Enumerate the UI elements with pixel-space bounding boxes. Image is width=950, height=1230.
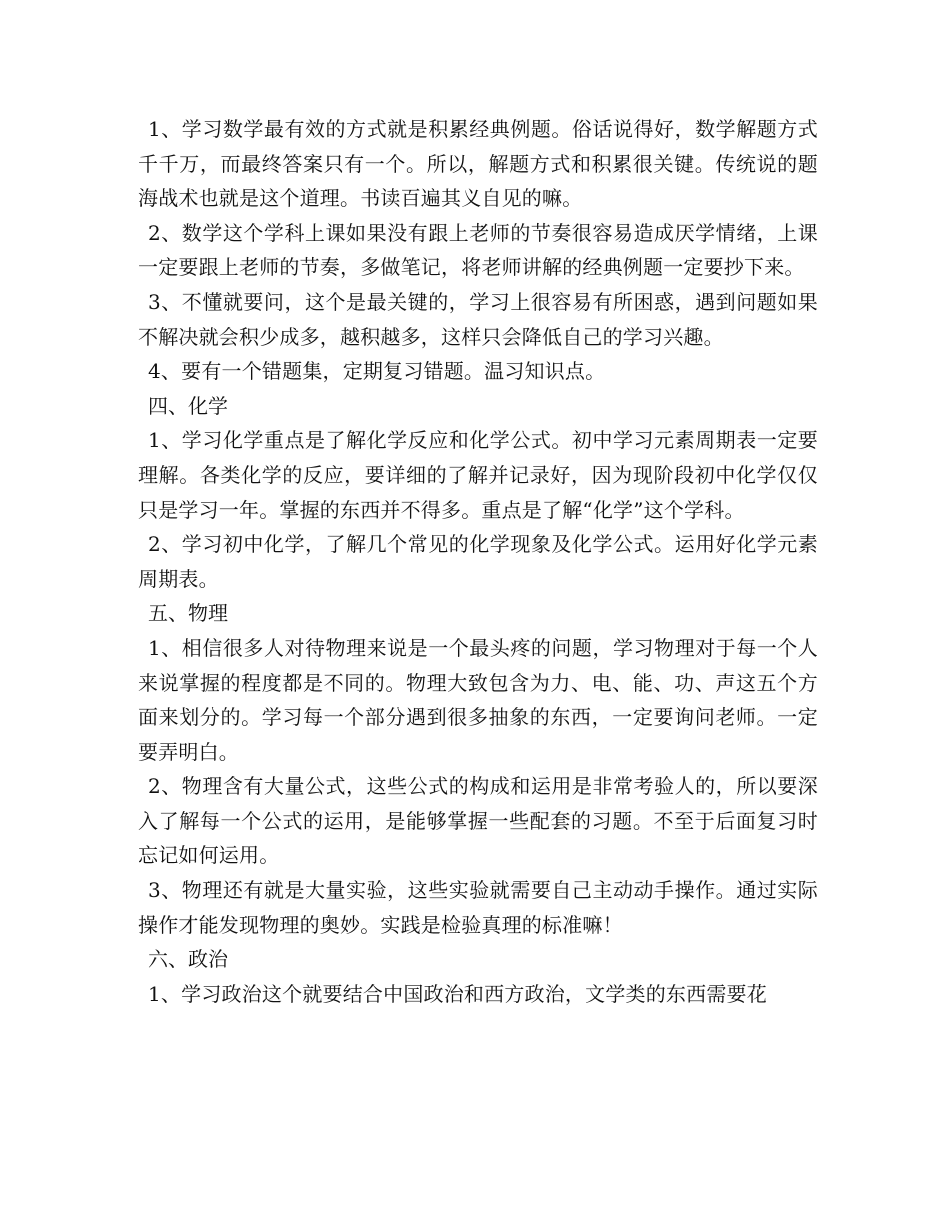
paragraph-physics-3: 3、物理还有就是大量实验，这些实验就需要自己主动动手操作。通过实际操作才能发现物理的奥妙。实践是检验真理的标准嘛！ xyxy=(138,878,818,937)
section-heading-politics: 六、政治 xyxy=(148,947,228,972)
section-heading-chemistry: 四、化学 xyxy=(148,393,228,418)
paragraph-math-4: 4、要有一个错题集，定期复习错题。温习知识点。 xyxy=(148,359,606,384)
document-body xyxy=(138,112,818,1011)
section-heading-physics: 五、物理 xyxy=(148,601,228,626)
paragraph-physics-2: 2、物理含有大量公式，这些公式的构成和运用是非常考验人的，所以要深入了解每一个公式的运用，是能够掌握一些配套的习题。不至于后面复习时忘记如何运用。 xyxy=(138,774,818,868)
paragraph-math-1: 1、学习数学最有效的方式就是积累经典例题。俗话说得好，数学解题方式千千万，而最终答案只有一个。所以，解题方式和积累很关键。传统说的题海战术也就是这个道理。书读百遍其义自见的嘛。 xyxy=(138,117,818,211)
paragraph-chemistry-2: 2、学习初中化学，了解几个常见的化学现象及化学公式。运用好化学元素周期表。 xyxy=(138,532,818,591)
paragraph-politics-1: 1、学习政治这个就要结合中国政治和西方政治，文学类的东西需要花 xyxy=(148,981,767,1006)
paragraph-physics-1: 1、相信很多人对待物理来说是一个最头疼的问题，学习物理对于每一个人来说掌握的程度都是不同的。物理大致包含为力、电、能、功、声这五个方面来划分的。学习每一个部分遇到很多抽象的东西，一定要询问老师。一定要弄明白。 xyxy=(138,635,818,764)
paragraph-math-3: 3、不懂就要问，这个是最关键的，学习上很容易有所困惑，遇到问题如果不解决就会积少成多，越积越多，这样只会降低自己的学习兴趣。 xyxy=(138,289,818,349)
paragraph-chemistry-1: 1、学习化学重点是了解化学反应和化学公式。初中学习元素周期表一定要理解。各类化学的反应，要详细的了解并记录好，因为现阶段初中化学仅仅只是学习一年。掌握的东西并不得多。重点是了解“化学”这个学科。 xyxy=(138,428,818,522)
paragraph-math-2: 2、数学这个学科上课如果没有跟上老师的节奏很容易造成厌学情绪，上课一定要跟上老师的节奏，多做笔记，将老师讲解的经典例题一定要抄下来。 xyxy=(138,220,818,280)
